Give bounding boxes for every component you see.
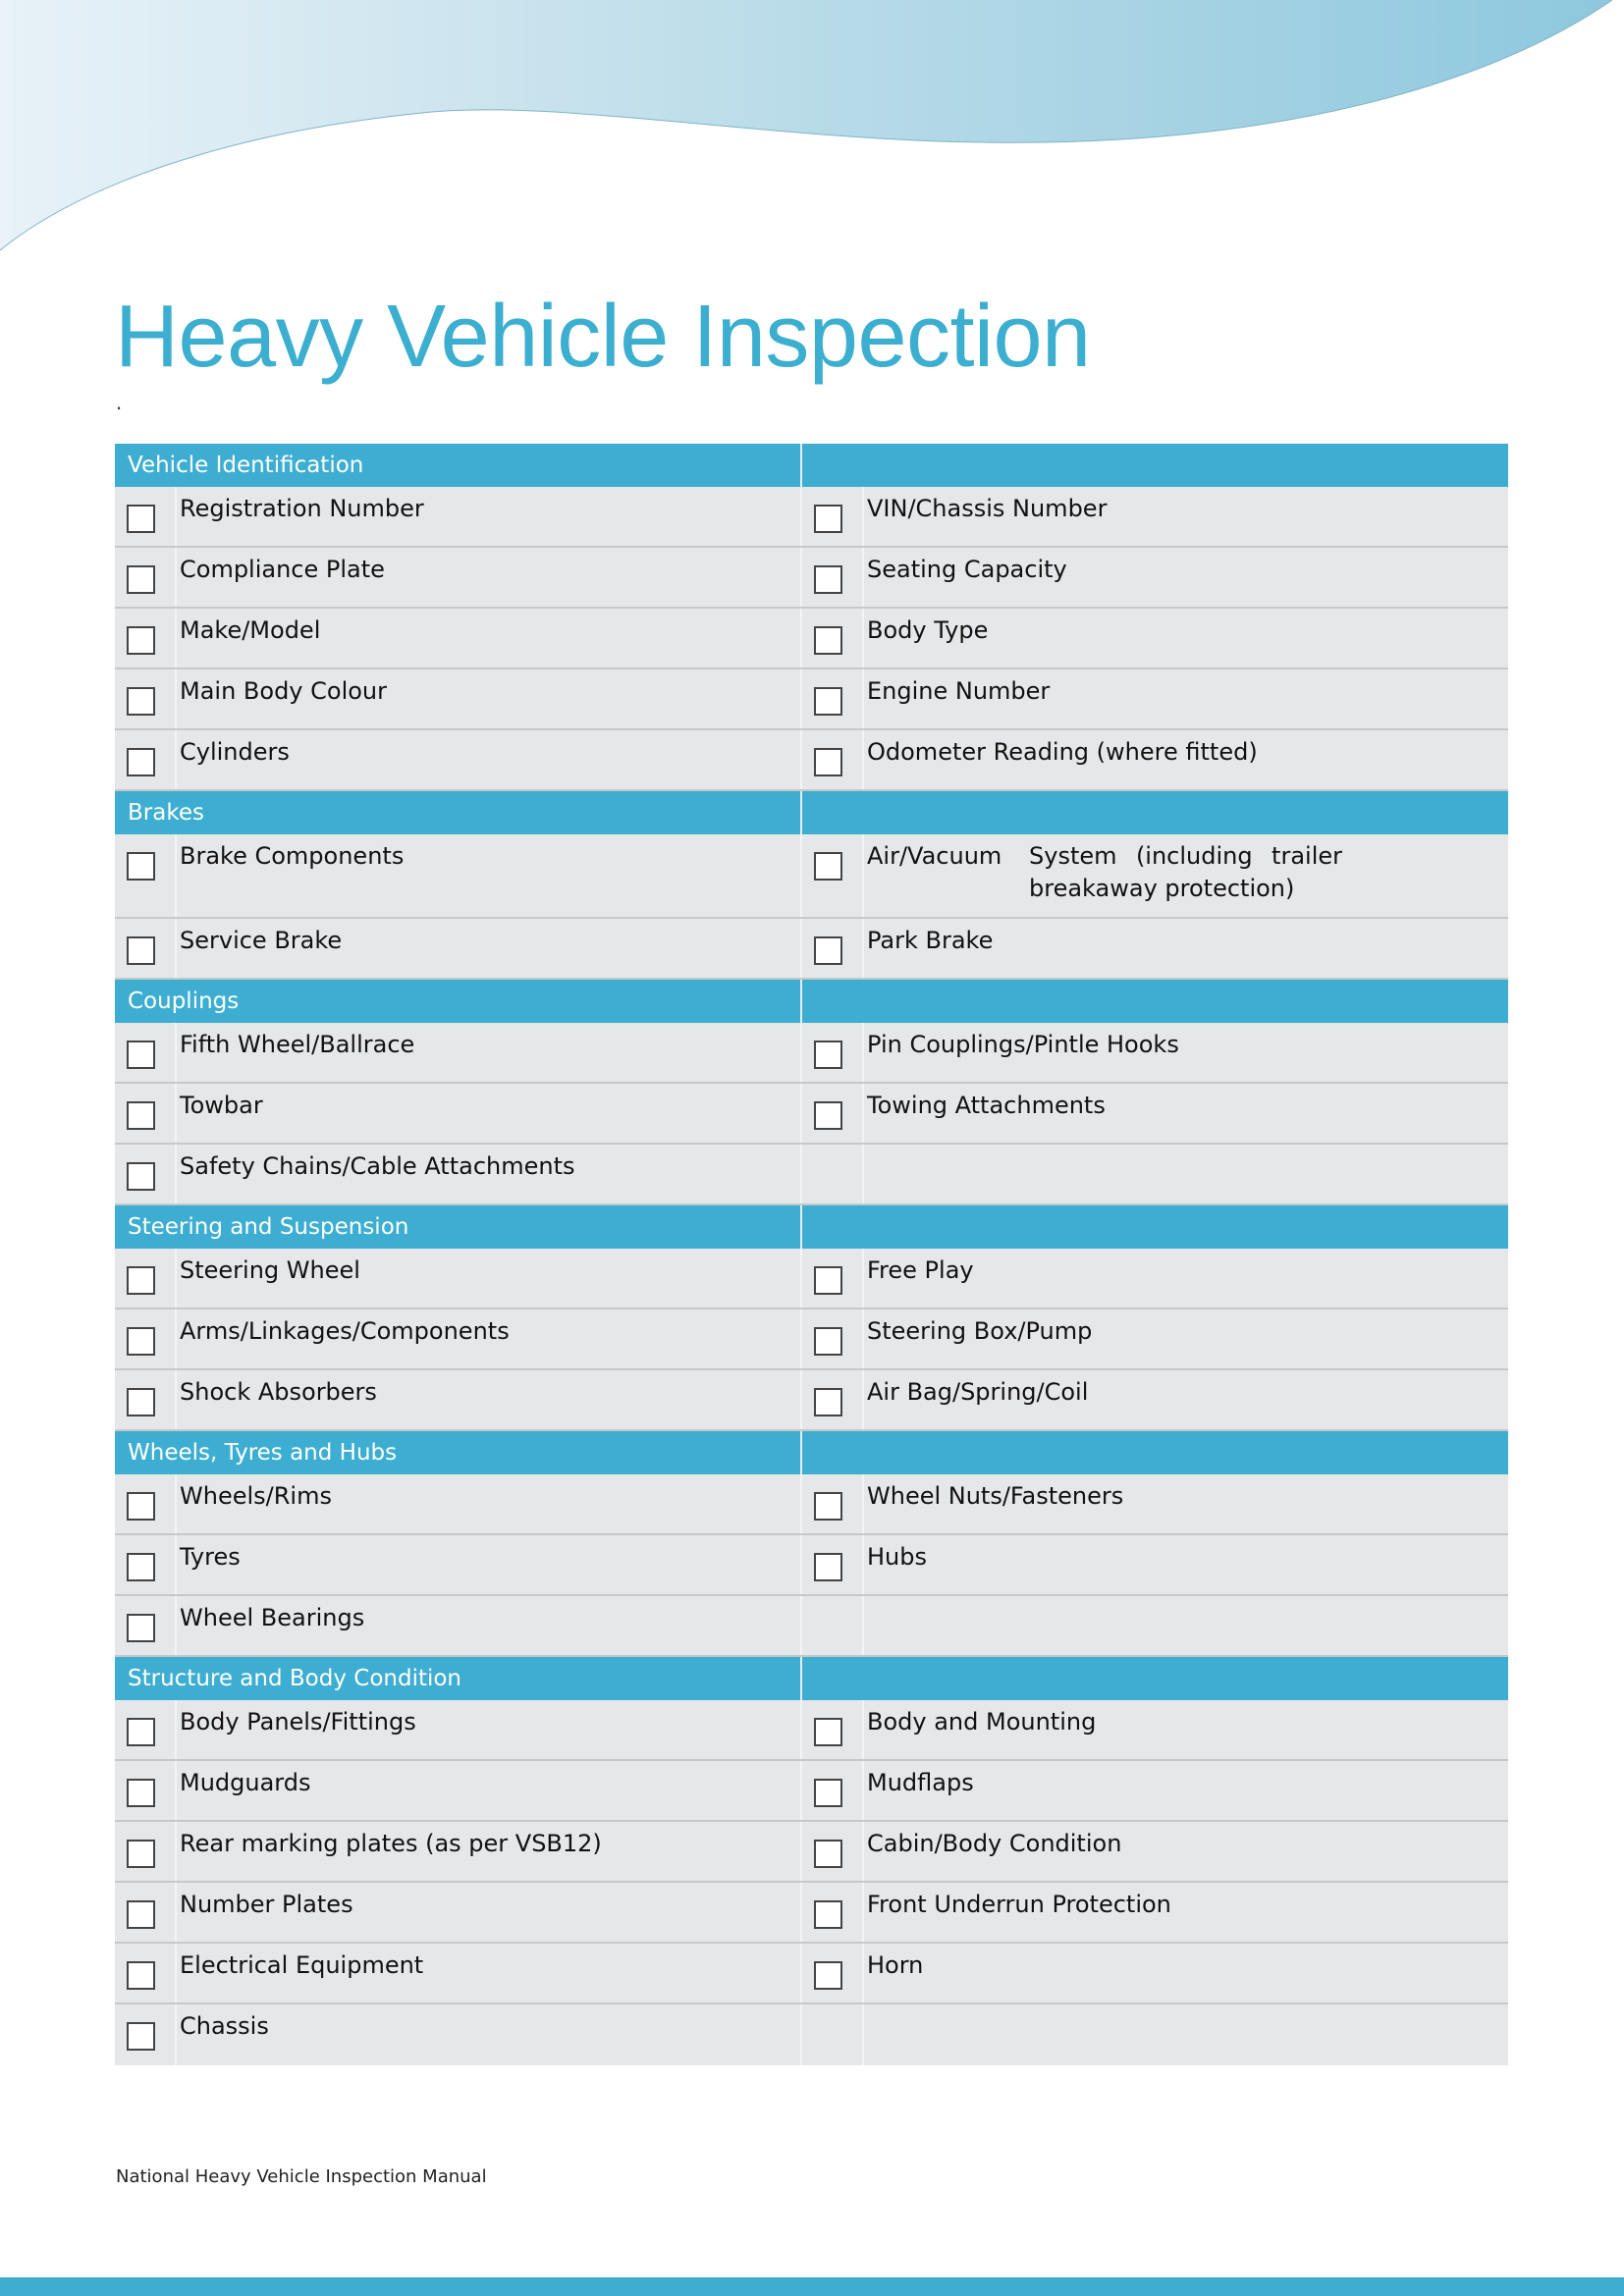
checklist-item-label: Safety Chains/Cable Attachments [180, 1152, 575, 1180]
checkbox-column [802, 1023, 864, 1082]
checkbox-column [802, 1700, 864, 1759]
checklist-item-body-and-mounting [802, 1700, 1508, 1759]
checkbox-column [802, 1883, 864, 1942]
checkbox-towing-attachments[interactable] [814, 1101, 842, 1130]
checkbox-safety-chains-cable-attachments[interactable] [127, 1162, 155, 1191]
checklist-item-steering-wheel [115, 1249, 802, 1308]
checklist-item-cabin-body-condition [802, 1822, 1508, 1881]
checkbox-front-underrun-protection[interactable] [814, 1900, 842, 1929]
checklist-item-label: Registration Number [180, 495, 424, 522]
checklist-item-label: Steering Box/Pump [867, 1317, 1093, 1345]
checkbox-steering-wheel[interactable] [127, 1266, 155, 1295]
checklist-item-label: Free Play [867, 1256, 974, 1284]
checklist-item-compliance-plate [115, 548, 802, 607]
inspection-checklist [115, 444, 1508, 2065]
checkbox-column [802, 1084, 864, 1143]
checkbox-registration-number[interactable] [127, 505, 155, 533]
checkbox-column [802, 834, 864, 917]
checklist-row [115, 609, 1508, 669]
checkbox-column [115, 1023, 177, 1082]
checklist-row [115, 1596, 1508, 1657]
checkbox-wheel-nuts-fasteners[interactable] [814, 1492, 842, 1521]
checklist-item-brake-components [115, 834, 802, 917]
checklist-item-seating-capacity [802, 548, 1508, 607]
checkbox-wheels-rims[interactable] [127, 1492, 155, 1521]
checklist-item-label: Make/Model [180, 616, 321, 644]
section-header-spacer [802, 1205, 1508, 1249]
checkbox-column [115, 1474, 177, 1533]
title-mark: . [116, 390, 123, 414]
checkbox-brake-components[interactable] [127, 852, 155, 881]
checklist-item-label: Shock Absorbers [180, 1378, 377, 1406]
checkbox-tyres[interactable] [127, 1553, 155, 1581]
checkbox-compliance-plate[interactable] [127, 565, 155, 594]
checklist-item-label: Air/Vacuum System (including trailer breakaway protection) [867, 842, 1342, 902]
checkbox-body-panels-fittings[interactable] [127, 1718, 155, 1746]
checklist-item-main-body-colour [115, 669, 802, 728]
section-header-steering-and-suspension [115, 1205, 1508, 1249]
checklist-item-label: Wheels/Rims [180, 1482, 332, 1510]
checkbox-arms-linkages-components[interactable] [127, 1327, 155, 1356]
checkbox-service-brake[interactable] [127, 936, 155, 965]
checkbox-column [802, 1596, 864, 1655]
checkbox-column [115, 1944, 177, 2002]
checklist-item-label: Engine Number [867, 677, 1051, 705]
checklist-item-label: Air Bag/Spring/Coil [867, 1378, 1089, 1406]
checklist-item-mudflaps [802, 1761, 1508, 1820]
checklist-item-pin-couplings-pintle-hooks [802, 1023, 1508, 1082]
checkbox-column [802, 1535, 864, 1594]
checkbox-chassis[interactable] [127, 2022, 155, 2051]
checklist-item-label: Body and Mounting [867, 1708, 1097, 1735]
checklist-item-label: Number Plates [180, 1891, 353, 1918]
checkbox-column [115, 669, 177, 728]
checklist-row [115, 669, 1508, 730]
checklist-item-label: Cabin/Body Condition [867, 1830, 1122, 1857]
checkbox-main-body-colour[interactable] [127, 687, 155, 716]
checkbox-column [115, 1822, 177, 1881]
checklist-item-arms-linkages-components [115, 1309, 802, 1368]
checklist-item-label: Body Panels/Fittings [180, 1708, 416, 1735]
checklist-item-label: Tyres [180, 1543, 241, 1571]
checkbox-vin-chassis-number[interactable] [814, 505, 842, 533]
checkbox-column [115, 1761, 177, 1820]
checklist-row [115, 2004, 1508, 2065]
section-title: Steering and Suspension [115, 1205, 802, 1249]
checklist-item-label: Hubs [867, 1543, 927, 1571]
checklist-item-air-vacuum-system-including-trailer-breakaway-protection [802, 834, 1508, 917]
checklist-item-towbar [115, 1084, 802, 1143]
checklist-item-label: Horn [867, 1951, 924, 1979]
checklist-row [115, 1145, 1508, 1205]
checkbox-column [115, 1084, 177, 1143]
checklist-row [115, 1944, 1508, 2004]
checklist-item-label: VIN/Chassis Number [867, 495, 1108, 522]
checklist-row [115, 1883, 1508, 1944]
checkbox-column [802, 730, 864, 789]
checklist-row [115, 730, 1508, 791]
checkbox-mudflaps[interactable] [814, 1779, 842, 1807]
checkbox-column [115, 730, 177, 789]
section-header-couplings [115, 980, 1508, 1023]
checkbox-cylinders[interactable] [127, 748, 155, 776]
checklist-item-label: Park Brake [867, 927, 994, 954]
checklist-row [115, 1084, 1508, 1145]
checklist-row [115, 487, 1508, 548]
checklist-item-wheel-bearings [115, 1596, 802, 1655]
checklist-row [115, 1370, 1508, 1431]
section-header-brakes [115, 791, 1508, 834]
checklist-row [115, 919, 1508, 980]
checklist-item-front-underrun-protection [802, 1883, 1508, 1942]
checklist-item-vin-chassis-number [802, 487, 1508, 546]
header-wave-decoration [0, 0, 1624, 255]
checklist-item-body-type [802, 609, 1508, 667]
section-header-vehicle-identification [115, 444, 1508, 487]
checkbox-towbar[interactable] [127, 1101, 155, 1130]
empty-cell [802, 1145, 1508, 1203]
section-title: Wheels, Tyres and Hubs [115, 1431, 802, 1474]
checkbox-electrical-equipment[interactable] [127, 1961, 155, 1990]
checkbox-mudguards[interactable] [127, 1779, 155, 1807]
checklist-item-make-model [115, 609, 802, 667]
checkbox-column [115, 1249, 177, 1308]
checkbox-column [115, 609, 177, 667]
checklist-item-label: Seating Capacity [867, 556, 1067, 583]
checklist-item-label: Steering Wheel [180, 1256, 360, 1284]
checkbox-shock-absorbers[interactable] [127, 1388, 155, 1416]
checkbox-column [802, 2004, 864, 2065]
checkbox-column [802, 1474, 864, 1533]
section-header-spacer [802, 980, 1508, 1023]
checklist-item-label: Wheel Bearings [180, 1604, 365, 1631]
footer-manual-name: National Heavy Vehicle Inspection Manual [116, 2166, 487, 2187]
checklist-item-label: Chassis [180, 2012, 269, 2040]
checkbox-column [115, 1700, 177, 1759]
checkbox-make-model[interactable] [127, 626, 155, 655]
checkbox-cabin-body-condition[interactable] [814, 1840, 842, 1868]
checkbox-hubs[interactable] [814, 1553, 842, 1581]
section-header-spacer [802, 444, 1508, 487]
checklist-item-horn [802, 1944, 1508, 2002]
checklist-row [115, 834, 1508, 919]
checkbox-column [802, 548, 864, 607]
checklist-item-label: Odometer Reading (where fitted) [867, 738, 1258, 766]
checkbox-fifth-wheel-ballrace[interactable] [127, 1041, 155, 1069]
checkbox-odometer-reading-where-fitted[interactable] [814, 748, 842, 776]
checkbox-air-vacuum-system-including-trailer-breakaway-protection[interactable] [814, 852, 842, 881]
checklist-item-air-bag-spring-coil [802, 1370, 1508, 1429]
section-title: Structure and Body Condition [115, 1657, 802, 1700]
checklist-item-registration-number [115, 487, 802, 546]
checklist-item-label: Compliance Plate [180, 556, 385, 583]
checklist-item-mudguards [115, 1761, 802, 1820]
checkbox-column [115, 1370, 177, 1429]
footer-bar [0, 2277, 1624, 2296]
checkbox-column [115, 1535, 177, 1594]
checklist-item-wheels-rims [115, 1474, 802, 1533]
section-header-spacer [802, 791, 1508, 834]
checkbox-column [115, 2004, 177, 2065]
checkbox-air-bag-spring-coil[interactable] [814, 1388, 842, 1416]
checkbox-free-play[interactable] [814, 1266, 842, 1295]
checklist-item-label: Wheel Nuts/Fasteners [867, 1482, 1124, 1510]
checkbox-column [802, 1822, 864, 1881]
checkbox-column [115, 1883, 177, 1942]
checklist-item-label: Electrical Equipment [180, 1951, 424, 1979]
checklist-item-label: Fifth Wheel/Ballrace [180, 1031, 415, 1058]
checkbox-steering-box-pump[interactable] [814, 1327, 842, 1356]
checklist-item-hubs [802, 1535, 1508, 1594]
checkbox-park-brake[interactable] [814, 936, 842, 965]
checklist-item-label: Body Type [867, 616, 989, 644]
checklist-row [115, 1023, 1508, 1084]
checklist-item-chassis [115, 2004, 802, 2065]
empty-cell [802, 1596, 1508, 1655]
section-title: Vehicle Identification [115, 444, 802, 487]
checklist-item-body-panels-fittings [115, 1700, 802, 1759]
checkbox-column [802, 1249, 864, 1308]
checkbox-column [802, 1309, 864, 1368]
checklist-item-odometer-reading-where-fitted [802, 730, 1508, 789]
checkbox-column [115, 1596, 177, 1655]
checklist-item-label: Rear marking plates (as per VSB12) [180, 1830, 602, 1857]
checklist-item-park-brake [802, 919, 1508, 978]
checkbox-column [802, 1145, 864, 1203]
checkbox-engine-number[interactable] [814, 687, 842, 716]
checkbox-column [802, 487, 864, 546]
checklist-row [115, 1535, 1508, 1596]
checklist-item-wheel-nuts-fasteners [802, 1474, 1508, 1533]
checkbox-column [802, 919, 864, 978]
checklist-item-tyres [115, 1535, 802, 1594]
checklist-item-shock-absorbers [115, 1370, 802, 1429]
section-header-spacer [802, 1431, 1508, 1474]
checklist-item-label: Mudflaps [867, 1769, 974, 1796]
section-header-structure-and-body-condition [115, 1657, 1508, 1700]
checklist-item-label: Towing Attachments [867, 1092, 1106, 1119]
checkbox-column [802, 1944, 864, 2002]
checkbox-seating-capacity[interactable] [814, 565, 842, 594]
checkbox-body-type[interactable] [814, 626, 842, 655]
section-header-spacer [802, 1657, 1508, 1700]
checklist-item-label: Front Underrun Protection [867, 1891, 1171, 1918]
checklist-row [115, 548, 1508, 609]
checkbox-column [115, 1309, 177, 1368]
checklist-row [115, 1761, 1508, 1822]
checkbox-number-plates[interactable] [127, 1900, 155, 1929]
checklist-item-label: Cylinders [180, 738, 290, 766]
section-title: Couplings [115, 980, 802, 1023]
checklist-row [115, 1309, 1508, 1370]
checkbox-column [115, 548, 177, 607]
checklist-item-label: Towbar [180, 1092, 263, 1119]
checklist-item-label: Arms/Linkages/Components [180, 1317, 510, 1345]
checklist-item-number-plates [115, 1883, 802, 1942]
checkbox-column [802, 1761, 864, 1820]
checkbox-column [115, 487, 177, 546]
checklist-row [115, 1249, 1508, 1309]
checklist-item-steering-box-pump [802, 1309, 1508, 1368]
checklist-item-rear-marking-plates-as-per-vsb12 [115, 1822, 802, 1881]
checkbox-pin-couplings-pintle-hooks[interactable] [814, 1041, 842, 1069]
checklist-item-label: Service Brake [180, 927, 343, 954]
checkbox-body-and-mounting[interactable] [814, 1718, 842, 1746]
checklist-row [115, 1822, 1508, 1883]
checklist-item-cylinders [115, 730, 802, 789]
checkbox-column [115, 1145, 177, 1203]
checklist-item-label: Main Body Colour [180, 677, 388, 705]
checklist-item-label: Brake Components [180, 842, 405, 870]
checklist-item-service-brake [115, 919, 802, 978]
checklist-item-fifth-wheel-ballrace [115, 1023, 802, 1082]
checkbox-column [802, 669, 864, 728]
checkbox-column [115, 919, 177, 978]
checklist-item-label: Mudguards [180, 1769, 311, 1796]
checklist-item-engine-number [802, 669, 1508, 728]
checkbox-column [115, 834, 177, 917]
checkbox-rear-marking-plates-as-per-vsb12[interactable] [127, 1840, 155, 1868]
checklist-item-free-play [802, 1249, 1508, 1308]
section-title: Brakes [115, 791, 802, 834]
checklist-row [115, 1474, 1508, 1535]
page-title: Heavy Vehicle Inspection [115, 288, 1091, 386]
empty-cell [802, 2004, 1508, 2065]
checkbox-column [802, 609, 864, 667]
checkbox-column [802, 1370, 864, 1429]
checklist-item-towing-attachments [802, 1084, 1508, 1143]
checkbox-wheel-bearings[interactable] [127, 1614, 155, 1642]
checklist-item-safety-chains-cable-attachments [115, 1145, 802, 1203]
checklist-item-electrical-equipment [115, 1944, 802, 2002]
checklist-row [115, 1700, 1508, 1761]
checkbox-horn[interactable] [814, 1961, 842, 1990]
checklist-item-label: Pin Couplings/Pintle Hooks [867, 1031, 1179, 1058]
section-header-wheels-tyres-and-hubs [115, 1431, 1508, 1474]
